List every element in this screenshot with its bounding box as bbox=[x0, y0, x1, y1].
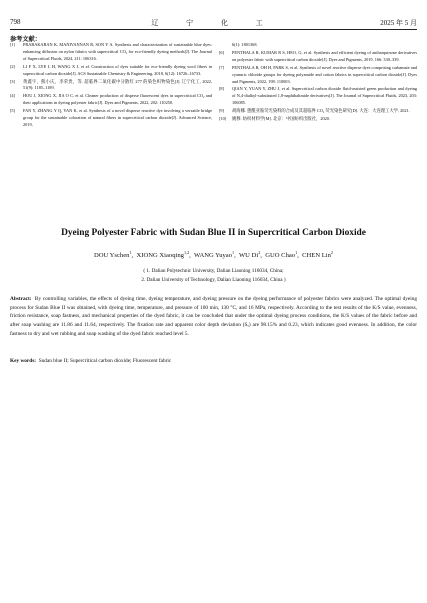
references-right-column bbox=[219, 42, 417, 124]
author-affiliation-mark: 1,2 bbox=[183, 250, 190, 255]
reference-text: 姚穆. 纺织材料学[M]. 北京：中国纺织出版社，2020. bbox=[232, 116, 330, 122]
reference-item bbox=[219, 86, 417, 107]
reference-text: HOU J, XIONG X, JIA O C, et al. Cleaner production of disperse fluorescent dyes in supercritical CO₂ and their applications in dyeing polyester fabric[J]. Dyes and Pigments, 2022, 202: 110250. bbox=[23, 93, 212, 106]
reference-number: [4] bbox=[10, 93, 16, 99]
author-list: DOU Yschen$^1$, XIONG Xiaoqing$^{1,2}$, WANG Yuyao$^1$, WU Di$^2$, GUO Chao$^1$, CHEN Lin$^2$ bbox=[93, 250, 333, 260]
reference-text: FAN Y, ZHANG Y Q, YAN K, et al. Synthesis of a novel disperse reactive dye involving a versatile bridge group for the sustainable coloration of natural fibers in supercritical carbon dioxide[J]. Advanced Science, 2019, bbox=[23, 108, 212, 127]
affiliation-line: 2. Dalian University of Technology, Dalian Liaoning 116034, China ) bbox=[141, 276, 286, 283]
journal-name: 辽 宁 化 工 bbox=[151, 19, 276, 27]
reference-item bbox=[10, 64, 212, 78]
keywords-text: Sudan blue II; Supercritical carbon dioxide; Fluorescent fabric bbox=[38, 358, 172, 364]
affiliations bbox=[0, 267, 427, 284]
reference-text: 6(1): 1801368. bbox=[232, 42, 258, 47]
reference-item bbox=[219, 42, 417, 49]
reference-item bbox=[219, 108, 417, 115]
reference-text: PENTHALA R, KUMAR R S, HEO, G, et al. Synthesis and efficient dyeing of anthraquinone derivatives on polyester fabric with supercritical carbon dioxide[J]. Dyes and Pigments, 2019, 166: 330–339. bbox=[232, 49, 417, 62]
author-name: GUO Chao bbox=[265, 252, 296, 260]
author-name: DOU Yschen bbox=[93, 252, 130, 260]
reference-item bbox=[10, 93, 212, 107]
reference-number: [5] bbox=[10, 108, 16, 114]
author-name: CHEN Lin bbox=[302, 252, 331, 260]
author-name: XIONG Xiaoqing bbox=[136, 252, 184, 260]
references-left-column bbox=[10, 42, 212, 130]
page-number: 798 bbox=[10, 18, 21, 26]
keywords: Key words: Sudan blue II; Supercritical carbon dioxide; Fluorescent fabric bbox=[10, 358, 172, 364]
reference-number: [10] bbox=[219, 116, 227, 122]
author-affiliation-mark: 1 bbox=[129, 250, 132, 255]
reference-number: [8] bbox=[219, 86, 225, 92]
reference-item bbox=[219, 116, 417, 123]
references-heading: 参考文献： bbox=[10, 36, 41, 43]
reference-number: [6] bbox=[219, 49, 225, 55]
reference-text: 黄鑫宇，熊小庆，李荣贵，等. 超临界二氧化碳中分散红 277 的染色织物染色[J]. 辽宁化工, 2022, 51(9): 1185–1189. bbox=[23, 78, 212, 91]
abstract-text: By controlling variables, the effects of dyeing time, dyeing temperature, and dyeing pressure on the dyeing performance of polyester fabrics were analyzed. The optimal dyeing process for Sudan Blue II was obtained, with dyeing time, temperature, and pressure of 100 min, 130 °C, and 16 MPa, respectively. According to the test results of the K/S value, evenness, friction resistance, soap fastness, and mechanical properties of the dyed fabric, it can be concluded that under the optimal dyeing process conditions, the K/S values of the fabric before and after soap washing are 11.86 and 11.64, respectively. The fixation rate and apparent color depth deviation (Sₐ) are 98.15% and 0.23, which indicates good evenness. In addition, the color fastness to dry and wet rubbing and soap washing of the dyed fabric reached level 5. bbox=[10, 296, 417, 337]
reference-text: 胡海娜. 蒽酰亚胺荧光染料的合成及其超临界 CO₂ 荧光染色研究[D]. 大连：大连理工大学, 2021. bbox=[232, 108, 410, 114]
keywords-label: Key words bbox=[10, 358, 35, 364]
author-affiliation-mark: 2 bbox=[258, 250, 261, 255]
reference-text: PRABAKARAN K, MANIVANNAN R, SON Y A. Synthesis and characterization of sustainable blue dyes: enhancing diffusion on nylon fabrics with supercritical CO₂ for eco-friendly dyeing methods[J]. The Journal of Supercritical Fluids, 2024, 211: 106316. bbox=[23, 42, 212, 61]
reference-number: [3] bbox=[10, 78, 16, 84]
reference-number: [7] bbox=[219, 64, 225, 70]
reference-item bbox=[10, 79, 212, 93]
reference-item bbox=[219, 50, 417, 64]
article-title: Dyeing Polyester Fabric with Sudan Blue II in Supercritical Carbon Dioxide bbox=[61, 228, 366, 238]
header-rule bbox=[10, 29, 417, 30]
author-name: WANG Yuyao bbox=[194, 252, 233, 260]
reference-text: PENTHALA R, OH H, PARK S, et al. Synthesis of novel reactive disperse dyes comprising carbamate and cyanuric chloride groups for dyeing polyamide and cotton fabrics in supercritical carbon dioxide[J]. Dyes and Pigments, 2022, 198: 110003. bbox=[232, 64, 417, 84]
reference-text: LI F X, LYE L H, WANG X J, et al. Construction of dyes suitable for eco-friendly dyeing wool fibers in supercritical carbon dioxide[J]. ACS Sustainable Chemistry & Engineering, 2018, 6(12): 16726–16733. bbox=[23, 63, 212, 76]
reference-number: [2] bbox=[10, 63, 16, 69]
reference-item bbox=[10, 108, 212, 129]
issue-date: 2025 年 5 月 bbox=[380, 19, 417, 27]
affiliation-line: ( 1. Dalian Polytechnic University, Dalian Liaoning 116034, China; bbox=[143, 268, 284, 274]
abstract: Abstract: By controlling variables, the effects of dyeing time, dyeing temperature, and dyeing pressure on the dyeing performance of polyester fabrics were analyzed. The optimal dyeing process for Sudan Blue II was obtained, with dyeing time, temperature, and pressure of 100 min, 130 °C, and 16 MPa, respectively. According to the test results of the K/S value, evenness, friction resistance, soap fastness, and mechanical properties of the dyed fabric, it can be concluded that under the optimal dyeing process conditions, the K/S values of the fabric before and after soap washing are 11.86 and 11.64, respectively. The fixation rate and apparent color depth deviation (Sₐ) are 98.15% and 0.23, which indicates good evenness. In addition, the color fastness to dry and wet rubbing and soap washing of the dyed fabric reached level 5. bbox=[10, 296, 417, 337]
reference-text: QIAN Y, YUAN Y, ZHU J, et al. Supercritical carbon dioxide fluid-assisted green production and dyeing of N,4-dialkyl-substituted 1,8-naphthalimide derivatives[J]. The Journal of Supercritical Fluids, 2023, 203: 106085. bbox=[232, 86, 417, 106]
reference-item bbox=[219, 65, 417, 86]
reference-item bbox=[10, 42, 212, 63]
reference-number: [1] bbox=[10, 42, 16, 47]
author-affiliation-mark: 2 bbox=[330, 250, 333, 255]
abstract-label: Abstract bbox=[10, 296, 30, 302]
reference-number: [9] bbox=[219, 108, 225, 114]
author-affiliation-mark: 1 bbox=[232, 250, 235, 255]
author-affiliation-mark: 1 bbox=[295, 250, 298, 255]
author-name: WU Di bbox=[238, 252, 259, 260]
